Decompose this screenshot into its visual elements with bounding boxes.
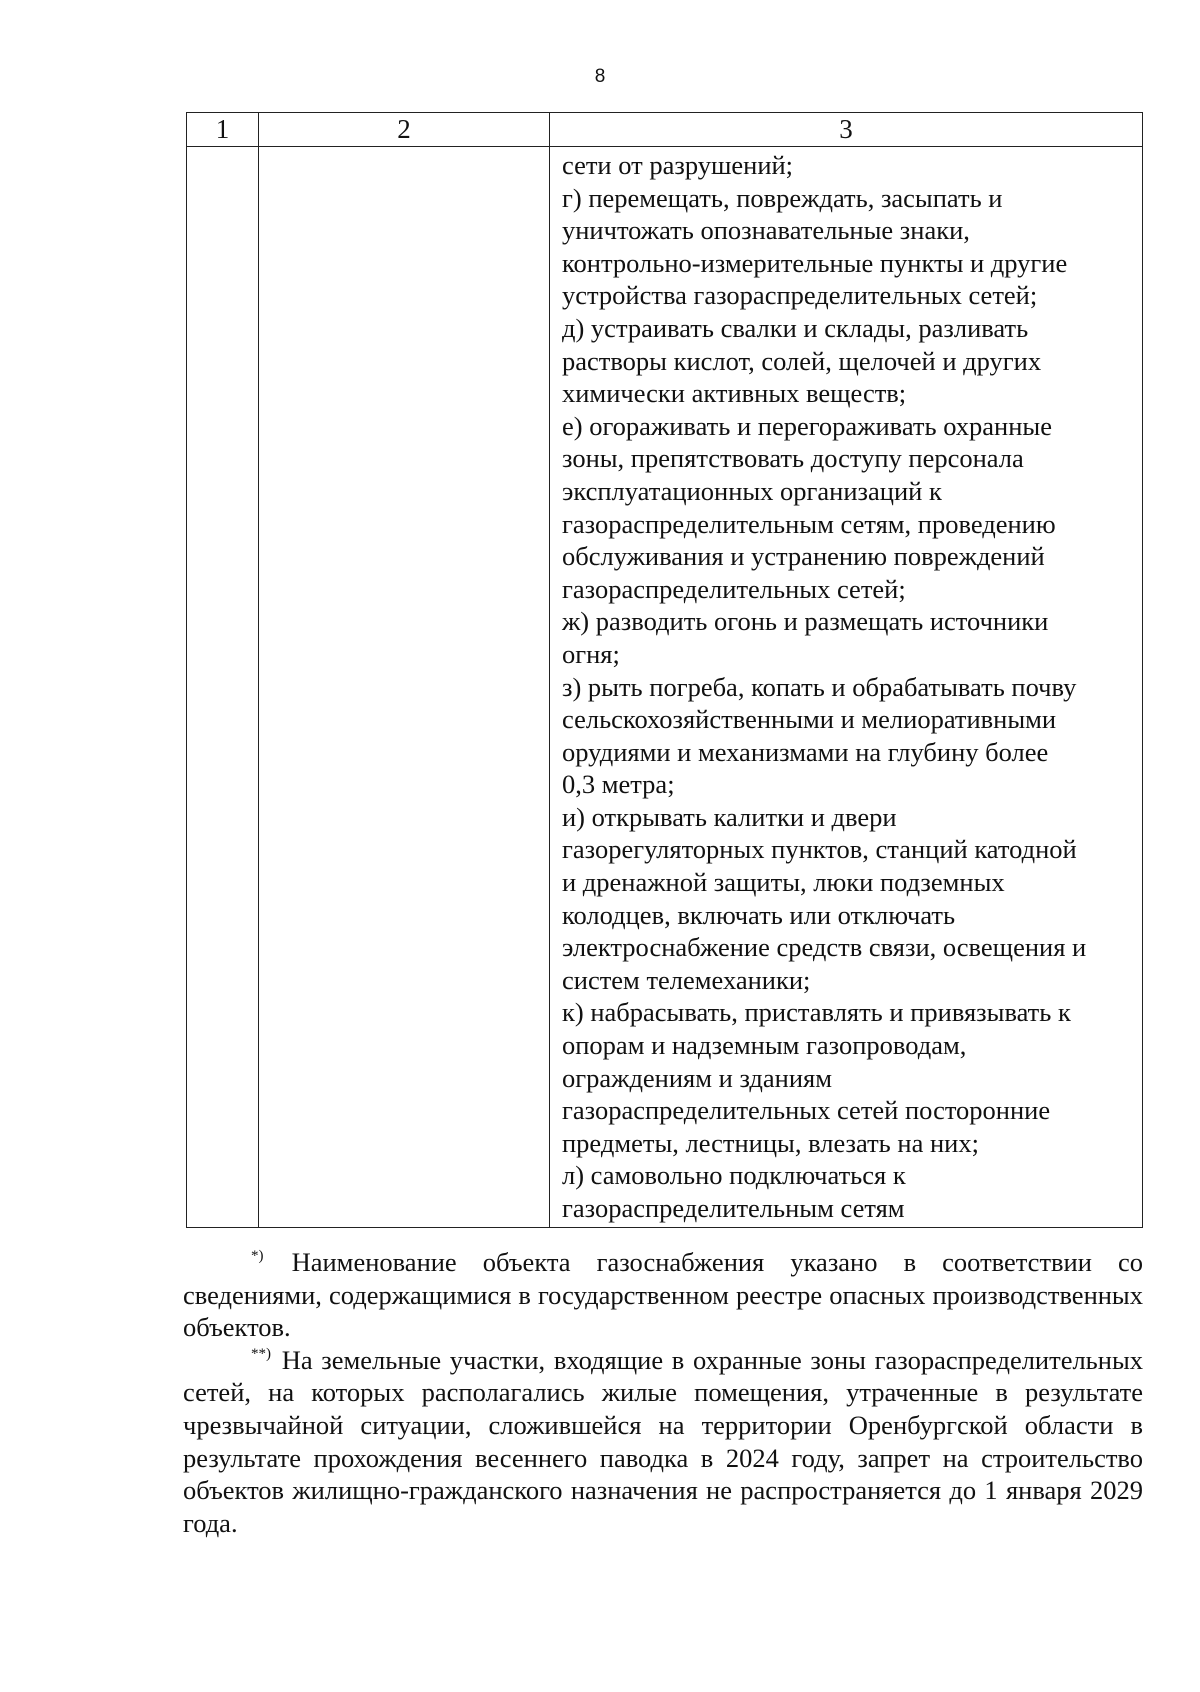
restriction-line: огня; bbox=[562, 638, 620, 669]
restriction-line: ограждениям и зданиям bbox=[562, 1062, 832, 1093]
restriction-line: сельскохозяйственными и мелиоративными bbox=[562, 704, 1057, 735]
restriction-line: 0,3 метра; bbox=[562, 769, 675, 800]
restriction-line: систем телемеханики; bbox=[562, 964, 811, 995]
restriction-line: предметы, лестницы, влезать на них; bbox=[562, 1127, 979, 1158]
cell-column-1 bbox=[187, 147, 259, 1228]
table-row bbox=[187, 147, 1143, 1228]
column-header-1: 1 bbox=[187, 113, 259, 147]
restriction-line: и дренажной защиты, люки подземных bbox=[562, 867, 1005, 898]
restriction-line: газораспределительным сетям bbox=[562, 1193, 905, 1223]
restriction-line: е) огораживать и перегораживать охранные bbox=[562, 410, 1052, 441]
restriction-line: д) устраивать свалки и склады, разливать bbox=[562, 312, 1029, 343]
cell-column-3 bbox=[550, 147, 1143, 1228]
restriction-line: химически активных веществ; bbox=[562, 378, 907, 409]
column-header-2: 2 bbox=[259, 113, 550, 147]
footnotes bbox=[183, 1246, 1143, 1539]
restriction-line: орудиями и механизмами на глубину более bbox=[562, 736, 1049, 767]
restrictions-table bbox=[186, 112, 1143, 1228]
footnote bbox=[183, 1344, 1143, 1540]
footnote-marker: **) bbox=[251, 1345, 271, 1362]
restriction-line: опорам и надземным газопроводам, bbox=[562, 1030, 967, 1061]
restriction-line: устройства газораспределительных сетей; bbox=[562, 280, 1038, 311]
restriction-line: контрольно-измерительные пункты и другие bbox=[562, 247, 1068, 278]
table-header-row bbox=[187, 113, 1143, 147]
restriction-line: растворы кислот, солей, щелочей и других bbox=[562, 345, 1042, 376]
restriction-line: и) открывать калитки и двери bbox=[562, 801, 897, 832]
page-number: 8 bbox=[594, 66, 606, 87]
restrictions-list bbox=[550, 147, 1142, 1227]
restriction-line: эксплуатационных организаций к bbox=[562, 475, 942, 506]
restriction-line: газораспределительным сетям, проведению bbox=[562, 508, 1056, 539]
restriction-line: обслуживания и устранению повреждений bbox=[562, 541, 1045, 572]
restriction-line: газораспределительных сетей посторонние bbox=[562, 1095, 1051, 1126]
cell-column-2 bbox=[259, 147, 550, 1228]
restriction-line: г) перемещать, повреждать, засыпать и bbox=[562, 182, 1003, 213]
restriction-line: электроснабжение средств связи, освещения и bbox=[562, 932, 1087, 963]
restriction-line: зоны, препятствовать доступу персонала bbox=[562, 443, 1024, 474]
column-header-3: 3 bbox=[550, 113, 1143, 147]
restriction-line: л) самовольно подключаться к bbox=[562, 1160, 906, 1191]
restriction-line: уничтожать опознавательные знаки, bbox=[562, 215, 970, 246]
restriction-line: газораспределительных сетей; bbox=[562, 573, 906, 604]
footnote-text: На земельные участки, входящие в охранные зоны газораспределительных сетей, на которых располагались жилые помещения, утраченные в результате чрезвычайной ситуации, сложившейся на территории Оренбургской области в результате прохождения весеннего паводка в 2024 году, запрет на строительство объектов жилищно-гражданского назначения не распространяется до 1 января 2029 года. bbox=[183, 1344, 1143, 1538]
footnote bbox=[183, 1246, 1143, 1344]
footnote-marker: *) bbox=[251, 1248, 264, 1264]
restriction-line: ж) разводить огонь и размещать источники bbox=[562, 606, 1049, 637]
footnote-text: Наименование объекта газоснабжения указано в соответствии со сведениями, содержащимися в государственном реестре опасных производственных объектов. bbox=[183, 1247, 1144, 1343]
restriction-line: колодцев, включать или отключать bbox=[562, 899, 956, 930]
restriction-line: газорегуляторных пунктов, станций катодной bbox=[562, 834, 1077, 865]
restriction-line: сети от разрушений; bbox=[562, 150, 794, 180]
restriction-line: з) рыть погреба, копать и обрабатывать почву bbox=[562, 671, 1077, 702]
restriction-line: к) набрасывать, приставлять и привязывать к bbox=[562, 997, 1071, 1028]
